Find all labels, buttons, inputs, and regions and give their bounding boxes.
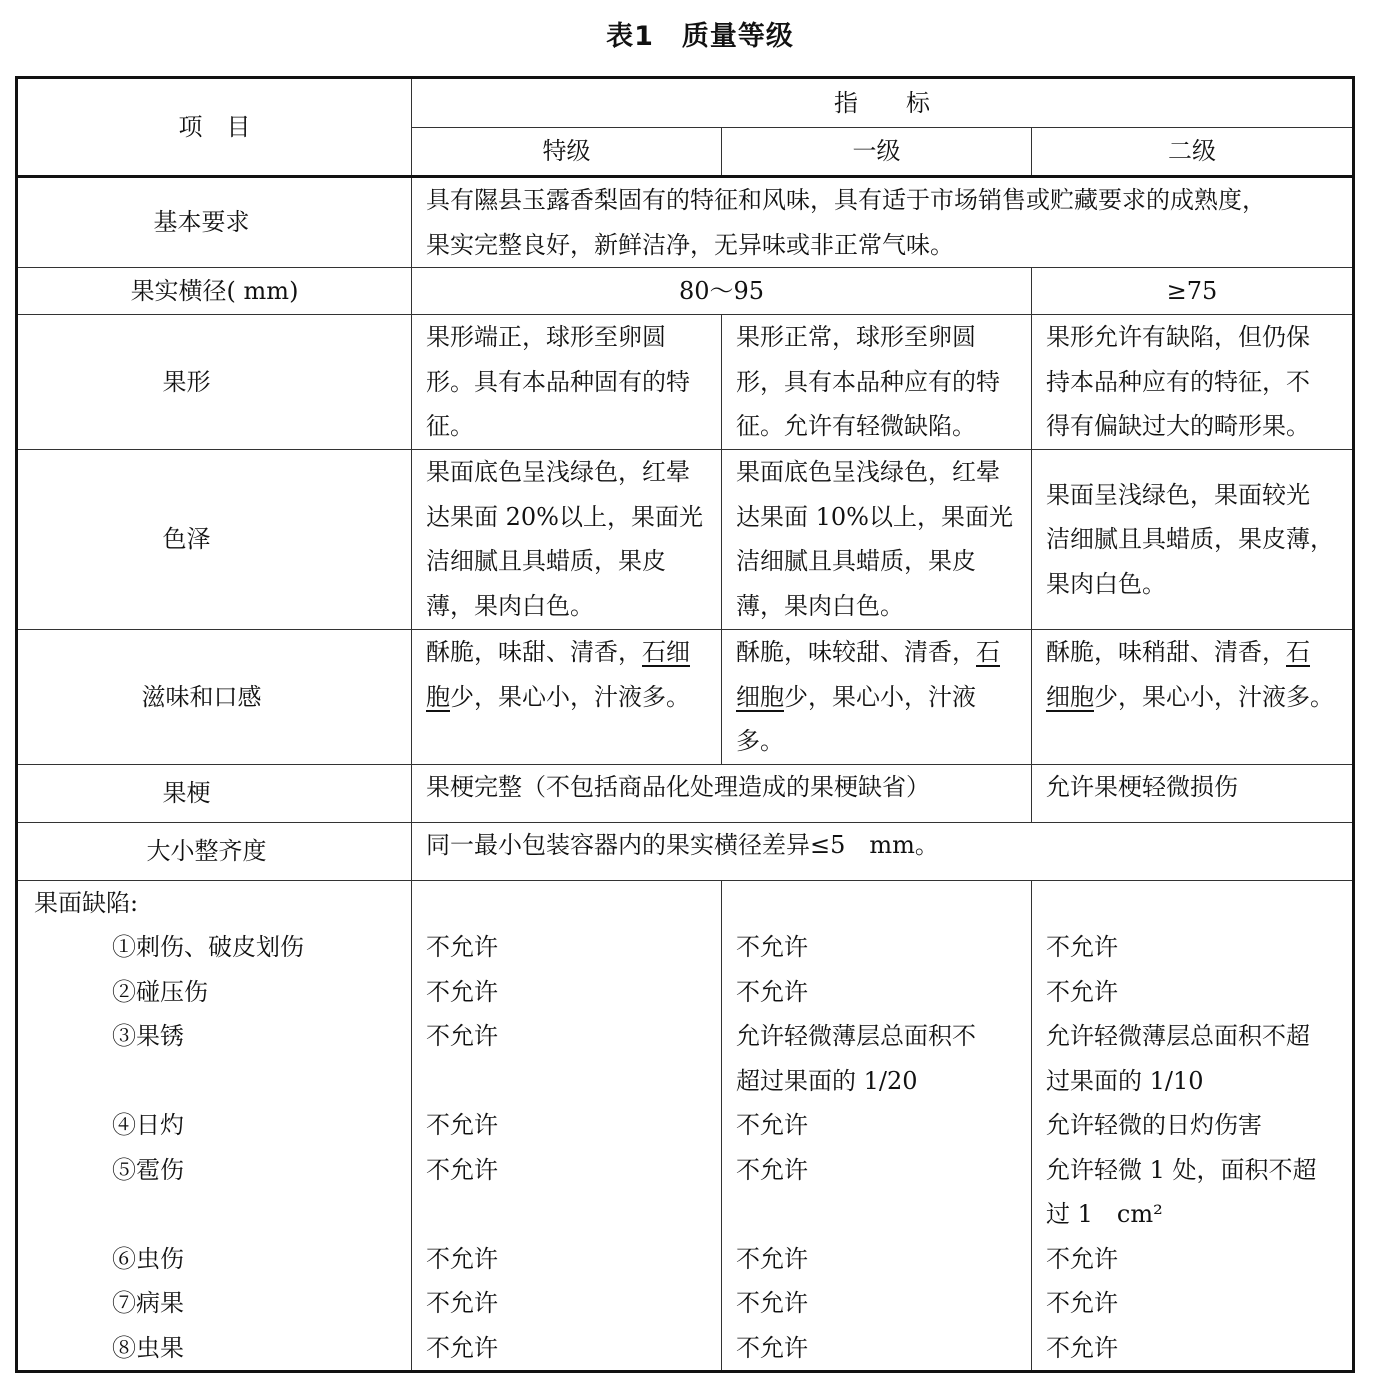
basic-line-2: 果实完整良好，新鲜洁净，无异味或非正常气味。: [426, 230, 954, 259]
basic-label: 基本要求: [17, 177, 412, 268]
defect-second-value: 不允许: [1046, 1289, 1118, 1317]
color-special-line: 洁细腻且具蜡质，果皮: [426, 547, 666, 575]
taste-special-text: 少，果心小，汁液多。: [450, 682, 690, 711]
shape-special: [412, 315, 722, 450]
defect-second-value: 允许轻微 1 处，面积不超: [1046, 1155, 1317, 1184]
defect-special-value: [426, 1192, 707, 1237]
taste-first: [722, 630, 1032, 765]
defect-first-value: 不允许: [736, 1155, 808, 1184]
defect-special-value: [426, 1059, 707, 1104]
color-first-line: 果面底色呈浅绿色，红晕: [736, 458, 1000, 486]
defect-second-value: 过 1 cm²: [1046, 1200, 1163, 1228]
shape-first: [722, 315, 1032, 450]
color-special-line: 果面底色呈浅绿色，红晕: [426, 458, 690, 486]
taste-second-text: 少，果心小，汁液多。: [1094, 682, 1334, 711]
defect-special-value: 不允许: [426, 977, 498, 1006]
basic-line-1: 具有隰县玉露香梨固有的特征和风味，具有适于市场销售或贮藏要求的成熟度，: [426, 186, 1266, 214]
diameter-special-first: 80～95: [412, 268, 1032, 315]
basic-text: [412, 177, 1354, 268]
taste-special: [412, 630, 722, 765]
defect-second-value: 过果面的 1/10: [1046, 1066, 1204, 1095]
shape-second-line: 果形允许有缺陷，但仍保: [1046, 323, 1310, 351]
defect-first-value: 不允许: [736, 1244, 808, 1273]
taste-label: 滋味和口感: [17, 630, 412, 765]
defect-first-value: [736, 1192, 1017, 1237]
diameter-label: 果实横径( mm): [17, 268, 412, 315]
shape-first-line: 征。允许有轻微缺陷。: [736, 412, 976, 440]
table-title-label: 表1: [606, 21, 654, 52]
uniformity-text: 同一最小包装容器内的果实横径差异≤5 mm。: [412, 822, 1354, 880]
color-second-line: 果肉白色。: [1046, 569, 1166, 598]
header-item: 项 目: [17, 78, 412, 177]
color-first-line: 达果面 10%以上，果面光: [736, 502, 1013, 531]
stem-label: 果梗: [17, 764, 412, 822]
defects-label-cell: [17, 880, 412, 1372]
quality-grade-table: [15, 76, 1355, 1373]
defect-second-value: 不允许: [1046, 1333, 1118, 1362]
defect-first-value: 超过果面的 1/20: [736, 1066, 918, 1095]
color-special: [412, 450, 722, 630]
color-first-line: 洁细腻且具蜡质，果皮: [736, 547, 976, 575]
defect-item: ①刺伤、破皮划伤: [112, 933, 304, 961]
taste-special-text: 酥脆，味甜、清香，: [426, 638, 642, 666]
shape-first-line: 形，具有本品种应有的特: [736, 367, 1000, 396]
color-second-line: 果面呈浅绿色，果面较光: [1046, 480, 1310, 509]
stem-second: 允许果梗轻微损伤: [1032, 764, 1354, 822]
color-label: 色泽: [17, 450, 412, 630]
defect-special-value: 不允许: [426, 1333, 498, 1362]
shape-special-line: 征。: [426, 412, 474, 440]
defect-second-value: 不允许: [1046, 933, 1118, 961]
taste-special-underline: 胞: [426, 682, 450, 711]
shape-second-line: 得有偏缺过大的畸形果。: [1046, 412, 1310, 440]
taste-special-underline: 石细: [642, 638, 690, 666]
taste-first-underline: 石: [976, 638, 1000, 666]
color-special-line: 薄，果肉白色。: [426, 591, 594, 620]
defect-first-value: 不允许: [736, 1289, 808, 1317]
defect-first-value: 允许轻微薄层总面积不: [736, 1022, 976, 1050]
color-first-line: 薄，果肉白色。: [736, 591, 904, 620]
defect-item: [34, 1192, 397, 1237]
shape-label: 果形: [17, 315, 412, 450]
taste-second-underline: 细胞: [1046, 682, 1094, 711]
defect-special-value: 不允许: [426, 1111, 498, 1139]
defect-second-value: 不允许: [1046, 977, 1118, 1006]
defect-item: ⑦病果: [112, 1289, 184, 1317]
defect-first-value: 不允许: [736, 1111, 808, 1139]
header-grade-special: 特级: [412, 128, 722, 177]
defect-special-value: 不允许: [426, 1289, 498, 1317]
defects-second: [1032, 880, 1354, 1372]
defect-item: [34, 1059, 397, 1104]
taste-second-underline: 石: [1286, 638, 1310, 666]
defect-special-value: 不允许: [426, 1022, 498, 1050]
color-second: [1032, 450, 1354, 630]
defect-item: ⑤雹伤: [112, 1155, 184, 1184]
defects-first: [722, 880, 1032, 1372]
stem-special-first: 果梗完整（不包括商品化处理造成的果梗缺省）: [412, 764, 1032, 822]
taste-second: [1032, 630, 1354, 765]
defect-first-value: 不允许: [736, 933, 808, 961]
defects-label: 果面缺陷:: [34, 888, 139, 917]
defect-item: ⑥虫伤: [112, 1244, 184, 1273]
taste-first-text: 少，果心小，汁液多。: [736, 682, 976, 755]
taste-second-text: 酥脆，味稍甜、清香，: [1046, 638, 1286, 666]
shape-special-line: 果形端正，球形至卵圆: [426, 323, 666, 351]
header-indicator: 指 标: [412, 78, 1354, 128]
color-special-line: 达果面 20%以上，果面光: [426, 502, 703, 531]
table-title-name: 质量等级: [681, 21, 794, 52]
defect-special-value: 不允许: [426, 1244, 498, 1273]
defect-special-value: 不允许: [426, 933, 498, 961]
shape-second: [1032, 315, 1354, 450]
color-second-line: 洁细腻且具蜡质，果皮薄，: [1046, 525, 1334, 554]
defect-second-value: 允许轻微的日灼伤害: [1046, 1111, 1262, 1139]
defect-second-value: 允许轻微薄层总面积不超: [1046, 1022, 1310, 1050]
defect-second-value: 不允许: [1046, 1244, 1118, 1273]
defect-item: ④日灼: [112, 1111, 184, 1139]
header-grade-second: 二级: [1032, 128, 1354, 177]
defect-first-value: 不允许: [736, 977, 808, 1006]
header-grade-first: 一级: [722, 128, 1032, 177]
defect-first-value: 不允许: [736, 1333, 808, 1362]
uniformity-label: 大小整齐度: [17, 822, 412, 880]
defect-item: ⑧虫果: [112, 1333, 184, 1362]
taste-first-text: 酥脆，味较甜、清香，: [736, 638, 976, 666]
shape-special-line: 形。具有本品种固有的特: [426, 367, 690, 396]
shape-first-line: 果形正常，球形至卵圆: [736, 323, 976, 351]
defects-special: [412, 880, 722, 1372]
table-title: [0, 14, 1378, 53]
shape-second-line: 持本品种应有的特征，不: [1046, 367, 1310, 396]
taste-first-underline: 细胞: [736, 682, 784, 711]
color-first: [722, 450, 1032, 630]
diameter-second: ≥75: [1032, 268, 1354, 315]
defect-special-value: 不允许: [426, 1155, 498, 1184]
defect-item: ③果锈: [112, 1022, 184, 1050]
defect-item: ②碰压伤: [112, 977, 208, 1006]
